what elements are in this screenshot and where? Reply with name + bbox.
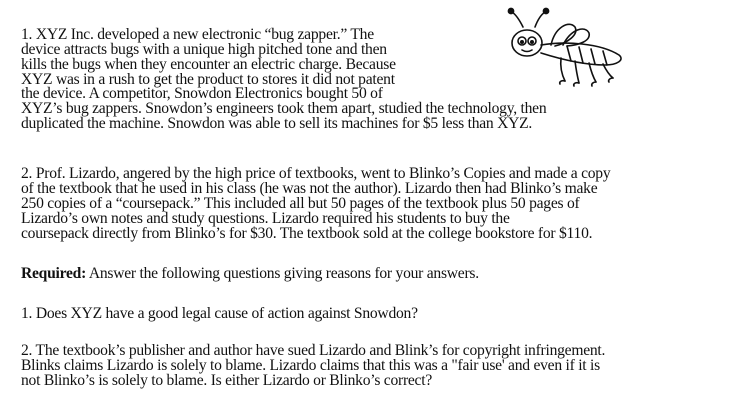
paragraph-1-line: XYZ was in a rush to get the product to stores it did not patent	[21, 71, 395, 88]
required-instruction	[21, 266, 479, 281]
paragraph-1-line: kills the bugs when they encounter an electric charge. Because	[21, 56, 396, 73]
paragraph-1-line: the device. A competitor, Snowdon Electronics bought 50 of	[21, 85, 383, 102]
paragraph-1-line: 1. XYZ Inc. developed a new electronic “bug zapper.” The	[21, 26, 374, 43]
paragraph-2-line: 250 copies of a “coursepack.” This included all but 50 pages of the textbook plus 50 pages of	[21, 195, 580, 212]
paragraph-2-line: Lizardo’s own notes and study questions. Lizardo required his students to buy the	[21, 210, 510, 227]
question-2-line: Blinks claims Lizardo is solely to blame. Lizardo claims that this was a "fair use' and even if it is	[21, 357, 600, 374]
paragraph-2-line: 2. Prof. Lizardo, angered by the high price of textbooks, went to Blinko’s Copies and made a copy	[21, 165, 611, 182]
question-2-line: 2. The textbook’s publisher and author have sued Lizardo and Blink’s for copyright infringement.	[21, 342, 606, 359]
paragraph-2-line: of the textbook that he used in his class (he was not the author). Lizardo then had Blinko’s make	[21, 180, 598, 197]
paragraph-1-line: XYZ’s bug zappers. Snowdon’s engineers took them apart, studied the technology, then	[21, 100, 547, 117]
paragraph-1-line: device attracts bugs with a unique high pitched tone and then	[21, 41, 387, 58]
paragraph-1-line: duplicated the machine. Snowdon was able to sell its machines for $5 less than XYZ.	[21, 115, 533, 132]
paragraph-2-line: coursepack directly from Blinko’s for $30. The textbook sold at the college bookstore for $110.	[21, 225, 593, 242]
question-1: 1. Does XYZ have a good legal cause of action against Snowdon?	[21, 305, 418, 322]
required-text: Answer the following questions giving reasons for your answers.	[86, 265, 479, 282]
required-label: Required:	[21, 265, 87, 282]
question-2-line: not Blinko’s is solely to blame. Is either Lizardo or Blinko’s correct?	[21, 372, 432, 389]
bug-illustration	[505, 5, 630, 90]
